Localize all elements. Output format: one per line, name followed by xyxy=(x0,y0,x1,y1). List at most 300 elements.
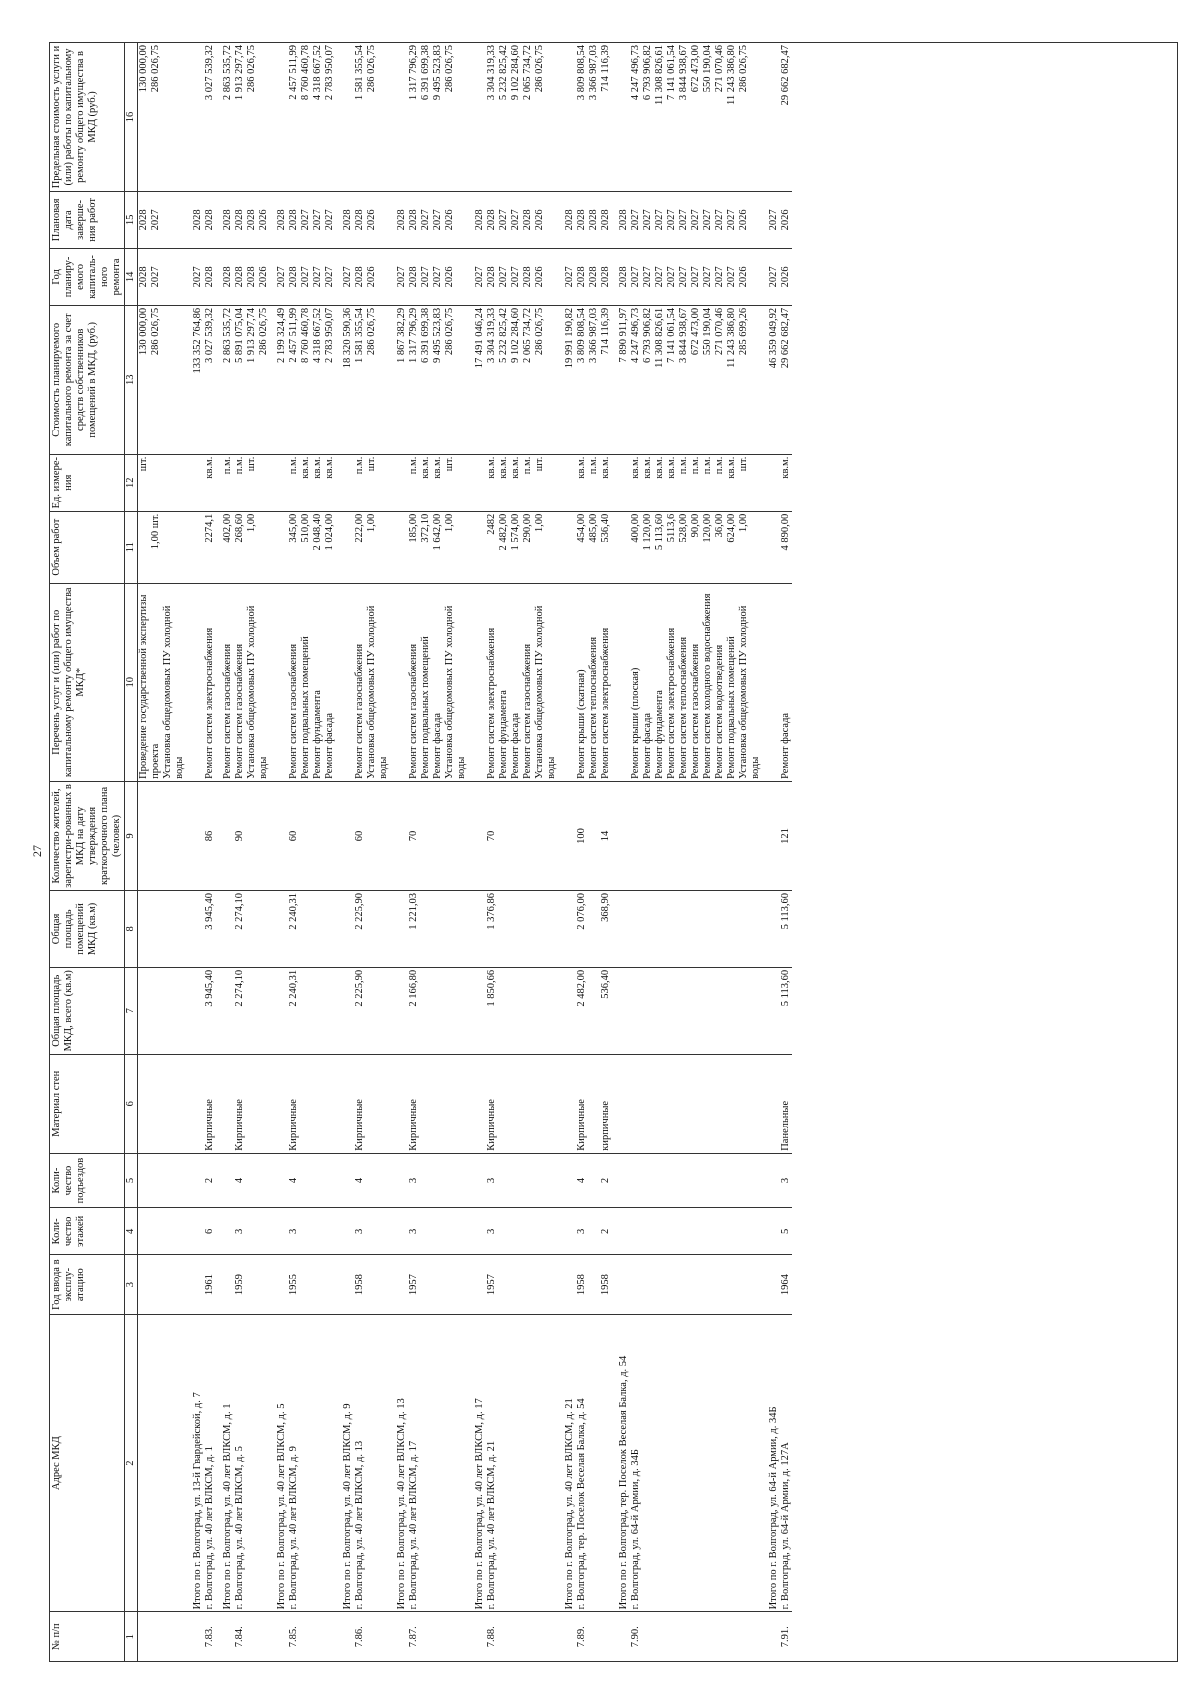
cell-line: Установка общедомовых ПУ холодной воды xyxy=(162,605,185,779)
cell: 536,40 xyxy=(600,967,612,1054)
col-number-9: 9 xyxy=(125,781,138,890)
cell-line: Ремонт систем газоснабжения xyxy=(690,643,701,779)
cell-line: Ремонт систем электроснабжения xyxy=(666,627,677,779)
cell-line: 2028 xyxy=(246,209,257,231)
table-row xyxy=(630,43,690,1662)
cell-line: Ремонт крыши (плоская) xyxy=(630,667,641,779)
cell xyxy=(390,511,408,583)
cell-line: п.м. xyxy=(588,456,599,475)
header-col-10: Перечень услуг и (или) работ по капитальному ремонту общего имущества МКД* xyxy=(50,583,125,781)
cell: 19 991 190,82 xyxy=(558,305,576,454)
table-row xyxy=(234,43,270,1662)
cell-line: 2028 xyxy=(486,209,497,231)
cell xyxy=(762,1208,780,1255)
col-number-13: 13 xyxy=(125,305,138,454)
cell-list xyxy=(600,305,612,454)
cell xyxy=(432,967,468,1054)
cell xyxy=(336,1612,354,1662)
cell-list xyxy=(738,305,762,454)
cell-list xyxy=(600,191,612,248)
cell: 2027 xyxy=(558,248,576,305)
col-number-3: 3 xyxy=(125,1255,138,1315)
cell xyxy=(738,1612,762,1662)
cell xyxy=(468,967,486,1054)
cell: 7.85. xyxy=(288,1612,312,1662)
cell: 2028 xyxy=(468,191,486,248)
cell-line: 2027 xyxy=(690,209,701,231)
cell xyxy=(390,1054,408,1153)
header-col-8: Общая площадь помещений МКД (кв.м) xyxy=(50,891,125,968)
cell xyxy=(468,1054,486,1153)
header-col-4: Коли-чество этажей xyxy=(50,1208,125,1255)
cell xyxy=(630,967,690,1054)
cell xyxy=(468,891,486,968)
cell xyxy=(690,1208,738,1255)
cell-line: п.м. xyxy=(408,456,419,475)
cell-line: 1,00 xyxy=(246,513,257,533)
cell-line: 2028 xyxy=(246,266,257,288)
cell-line: 4 247 496,73 xyxy=(630,45,641,101)
total-row xyxy=(186,43,204,1662)
cell xyxy=(558,967,576,1054)
cell xyxy=(336,1153,354,1208)
cell: 2 274,10 xyxy=(234,967,270,1054)
header-col-6: Материал стен xyxy=(50,1054,125,1153)
cell: 1958 xyxy=(576,1255,600,1315)
cell xyxy=(762,454,780,511)
cell-list xyxy=(234,305,270,454)
cell: Итого по г. Волгоград, ул. 13-й Гвардейской, д. 7 xyxy=(186,1314,204,1612)
cell-line: 4 318 667,52 xyxy=(312,45,323,101)
cell xyxy=(138,1314,187,1612)
cell: 4 xyxy=(354,1153,390,1208)
cell: 3 xyxy=(486,1208,558,1255)
cell-list xyxy=(138,454,187,511)
cell-line: 2 065 734,72 xyxy=(522,307,533,364)
cell-line: 3 304 319,33 xyxy=(486,45,497,101)
cell: 2027 xyxy=(390,248,408,305)
cell-list xyxy=(690,511,738,583)
cell: Кирпичные xyxy=(486,1054,558,1153)
cell xyxy=(270,1153,288,1208)
cell-line: Ремонт фундамента xyxy=(498,690,509,779)
cell-line: шт. xyxy=(534,456,545,472)
cell-line: 2028 xyxy=(588,266,599,288)
cell-line: Ремонт систем электроснабжения xyxy=(486,627,497,779)
cell-line: 2028 xyxy=(600,266,611,288)
cell xyxy=(312,781,336,890)
cell-line: п.м. xyxy=(354,456,365,475)
cell: Ремонт систем газоснабжения xyxy=(216,583,234,781)
cell xyxy=(738,1054,762,1153)
cell-line: 1 581 355,54 xyxy=(354,307,365,364)
cell xyxy=(558,1153,576,1208)
cell-line: Ремонт фасада xyxy=(510,712,521,779)
cell-list xyxy=(288,583,312,781)
cell xyxy=(186,1255,204,1315)
cell-list xyxy=(204,305,216,454)
cell-line: 1 120,00 xyxy=(642,513,653,551)
cell: 3 xyxy=(408,1153,432,1208)
cell-line: 1,00 xyxy=(534,513,545,533)
cell-line: 2028 xyxy=(408,266,419,288)
cell: 3 xyxy=(408,1208,432,1255)
cell xyxy=(468,583,486,781)
cell-line: 3 027 539,32 xyxy=(204,45,215,101)
cell xyxy=(216,781,234,890)
cell xyxy=(432,1314,468,1612)
cell: Итого по г. Волгоград, тер. Поселок Веселая Балка, д. 54 xyxy=(612,1314,630,1612)
cell xyxy=(558,43,576,192)
cell xyxy=(270,583,288,781)
col-number-2: 2 xyxy=(125,1314,138,1612)
cell-line: 1 642,00 xyxy=(432,513,443,551)
cell-list xyxy=(312,511,336,583)
cell: Итого по г. Волгоград, ул. 40 лет ВЛКСМ, д. 9 xyxy=(336,1314,354,1612)
cell-list xyxy=(576,248,600,305)
cell-line: 2 783 950,07 xyxy=(324,45,335,101)
cell xyxy=(390,43,408,192)
cell xyxy=(432,1054,468,1153)
cell xyxy=(468,511,486,583)
cell-list xyxy=(138,43,187,192)
cell-line: 372,10 xyxy=(420,513,431,543)
cell xyxy=(216,1612,234,1662)
cell xyxy=(270,1054,288,1153)
cell xyxy=(216,1054,234,1153)
cell xyxy=(216,1255,234,1315)
cell-line: 9 495 523,83 xyxy=(432,45,443,101)
cell-line: 624,00 xyxy=(726,513,737,543)
cell-line: 485,00 xyxy=(588,513,599,543)
cell-line: 2027 xyxy=(630,209,641,231)
cell-list xyxy=(234,454,270,511)
cell-list xyxy=(486,248,558,305)
cell-list xyxy=(354,454,390,511)
cell-list xyxy=(630,305,690,454)
cell xyxy=(762,1255,780,1315)
header-col-3: Год ввода в эксплу-атацию xyxy=(50,1255,125,1315)
cell-line: Установка общедомовых ПУ холодной воды xyxy=(246,605,269,779)
cell-line: 2028 xyxy=(354,209,365,231)
cell-line: 2027 xyxy=(690,266,701,288)
cell: 17 491 046,24 xyxy=(468,305,486,454)
cell: 1958 xyxy=(600,1255,612,1315)
cell-line: 2028 xyxy=(288,266,299,288)
cell-line: 3 844 938,67 xyxy=(678,45,689,101)
cell-line: шт. xyxy=(246,456,257,472)
cell xyxy=(612,1255,630,1315)
cell-line: 2027 xyxy=(654,209,665,231)
cell-list xyxy=(780,511,792,583)
cell: Кирпичные xyxy=(354,1054,390,1153)
cell-line: 5 232 825,42 xyxy=(498,307,509,364)
cell-list xyxy=(204,511,216,583)
cell-line: 400,00 xyxy=(630,513,641,543)
cell-line: Установка общедомовых ПУ холодной воды xyxy=(444,605,467,779)
cell-line: 8 760 460,78 xyxy=(300,307,311,364)
cell-line: 2027 xyxy=(642,209,653,231)
cell xyxy=(312,891,336,968)
cell-line: 536,40 xyxy=(600,513,611,543)
cell: 2 xyxy=(204,1153,216,1208)
cell xyxy=(390,1153,408,1208)
cell: 2 274,10 xyxy=(234,891,270,968)
cell xyxy=(468,43,486,192)
cell: 100 xyxy=(576,781,600,890)
cell-line: 1 574,00 xyxy=(510,513,521,551)
cell-line: Ремонт систем теплоснабжения xyxy=(588,636,599,779)
cell-line: Ремонт подвальных помещений xyxy=(726,636,737,779)
cell-line: кв.м. xyxy=(420,456,431,479)
cell xyxy=(270,511,288,583)
cell-line: 1,00 xyxy=(366,513,377,533)
cell: 70 xyxy=(408,781,432,890)
cell-line: 7 141 061,54 xyxy=(666,307,677,364)
cell-line: 3 844 938,67 xyxy=(678,307,689,364)
cell: 2028 xyxy=(216,248,234,305)
cell-line: кв.м. xyxy=(324,456,335,479)
cell-list xyxy=(408,191,432,248)
cell-line: п.м. xyxy=(714,456,725,475)
cell: Кирпичные xyxy=(576,1054,600,1153)
cell xyxy=(558,1612,576,1662)
cell: г. Волгоград, ул. 40 лет ВЛКСМ, д. 21 xyxy=(486,1314,558,1612)
cell xyxy=(216,1153,234,1208)
cell xyxy=(312,1255,336,1315)
col-number-15: 15 xyxy=(125,191,138,248)
cell: 2028 xyxy=(336,191,354,248)
table-row xyxy=(600,43,612,1662)
cell: 2027 xyxy=(186,248,204,305)
cell-line: 90,00 xyxy=(690,513,701,538)
cell: 2027 xyxy=(762,248,780,305)
cell-line: Ремонт фасада xyxy=(780,712,791,779)
cell-line: п.м. xyxy=(678,456,689,475)
cell-line: Ремонт фасада xyxy=(642,712,653,779)
cell: 2 199 324,49 xyxy=(270,305,288,454)
cell-line: кв.м. xyxy=(204,456,215,479)
cell: 5 113,60 xyxy=(780,891,792,968)
cell: 1 376,86 xyxy=(486,891,558,968)
cell xyxy=(270,454,288,511)
header-col-2: Адрес МКД xyxy=(50,1314,125,1612)
cell-list xyxy=(600,248,612,305)
cell: 3 945,40 xyxy=(204,891,216,968)
cell: 1957 xyxy=(486,1255,558,1315)
col-number-7: 7 xyxy=(125,967,138,1054)
cell-list xyxy=(204,583,216,781)
cell-list xyxy=(738,191,762,248)
cell-list xyxy=(408,511,432,583)
cell: 86 xyxy=(204,781,216,890)
cell-line: 1 913 297,74 xyxy=(246,307,257,364)
cell xyxy=(432,1153,468,1208)
cell-list xyxy=(630,511,690,583)
cell: 7.91. xyxy=(780,1612,792,1662)
cell-list xyxy=(234,248,270,305)
cell-line: 5 891 075,04 xyxy=(234,307,245,364)
table-row xyxy=(690,43,738,1662)
cell: 2027 xyxy=(270,248,288,305)
cell-list xyxy=(576,511,600,583)
cell xyxy=(186,1612,204,1662)
cell: 2027 xyxy=(336,248,354,305)
cell-list xyxy=(312,43,336,192)
cell-list xyxy=(288,43,312,192)
cell xyxy=(558,891,576,968)
cell: 46 359 049,92 xyxy=(762,305,780,454)
cell-line: 5 113,60 xyxy=(654,513,665,551)
cell-list xyxy=(576,43,600,192)
cell: 2027 xyxy=(762,191,780,248)
rotated-table-area xyxy=(30,42,1178,1662)
cell xyxy=(336,967,354,1054)
cell-line: 2027 xyxy=(420,209,431,231)
cell-line: кв.м. xyxy=(498,456,509,479)
cell xyxy=(390,967,408,1054)
header-col-16: Предельная стоимость услуги и (или) работы по капитальному ремонту общего имущества в МКД (руб.) xyxy=(50,43,125,192)
cell-line: 2027 xyxy=(510,266,521,288)
cell-list xyxy=(354,191,390,248)
cell-line: 286 026,75 xyxy=(534,307,545,356)
cell xyxy=(630,891,690,968)
cell xyxy=(630,1208,690,1255)
cell-line: 2028 xyxy=(288,209,299,231)
cell-line: 550 190,04 xyxy=(702,45,713,93)
cell-line: 2027 xyxy=(726,209,737,231)
total-row xyxy=(468,43,486,1662)
cell-line: 286 026,75 xyxy=(366,45,377,93)
col-number-11: 11 xyxy=(125,511,138,583)
cell-list xyxy=(780,583,792,781)
table-body xyxy=(138,43,793,1662)
cell-list xyxy=(234,511,270,583)
cell-list xyxy=(312,191,336,248)
cell-line: 29 662 682,47 xyxy=(780,45,791,106)
cell-line: 4 318 667,52 xyxy=(312,307,323,364)
cell-line: 3 366 987,03 xyxy=(588,307,599,364)
cell-line: кв.м. xyxy=(576,456,587,479)
cell-line: кв.м. xyxy=(666,456,677,479)
cell-line: 1 024,00 xyxy=(324,513,335,551)
cell: 2028 xyxy=(558,191,576,248)
cell: Итого по г. Волгоград, ул. 40 лет ВЛКСМ, д. 21 xyxy=(558,1314,576,1612)
cell-line: 36,00 xyxy=(714,513,725,538)
cell xyxy=(600,1314,612,1612)
col-number-14: 14 xyxy=(125,248,138,305)
cell-line: 286 026,75 xyxy=(444,45,455,93)
cell-line: 130 000,00 xyxy=(138,307,149,356)
cell-line: Ремонт фасада xyxy=(432,712,443,779)
cell-line: п.м. xyxy=(234,456,245,475)
cell-line: 550 190,04 xyxy=(702,307,713,356)
cell-list xyxy=(486,511,558,583)
cell-line: 271 070,46 xyxy=(714,45,725,93)
cell-line: 2026 xyxy=(780,266,791,288)
cell: 2028 xyxy=(390,191,408,248)
cell-line: 2026 xyxy=(444,209,455,231)
cell-list xyxy=(354,511,390,583)
cell-list xyxy=(780,248,792,305)
cell xyxy=(468,1612,486,1662)
cell: 2027 xyxy=(468,248,486,305)
cell: 5 113,60 xyxy=(780,967,792,1054)
cell-line: 11 308 826,61 xyxy=(654,45,665,105)
cell-line: 2026 xyxy=(738,209,749,231)
cell-line: 2028 xyxy=(522,266,533,288)
cell xyxy=(690,891,738,968)
cell: 70 xyxy=(486,781,558,890)
cell: 1 850,66 xyxy=(486,967,558,1054)
cell-line xyxy=(138,514,150,581)
cell xyxy=(336,1054,354,1153)
cell-line: Установка общедомовых ПУ холодной воды xyxy=(366,605,389,779)
cell: 60 xyxy=(354,781,390,890)
cell: г. Волгоград, ул. 40 лет ВЛКСМ, д. 1 xyxy=(204,1314,216,1612)
cell: 2 225,90 xyxy=(354,891,390,968)
cell: 2 076,00 xyxy=(576,891,600,968)
cell xyxy=(270,891,288,968)
cell xyxy=(138,1612,187,1662)
cell-line: 2027 xyxy=(432,209,443,231)
cell-line: Ремонт систем газоснабжения xyxy=(354,643,365,779)
cell-list xyxy=(312,248,336,305)
cell-list xyxy=(288,191,312,248)
cell xyxy=(738,1208,762,1255)
cell xyxy=(558,511,576,583)
cell: Кирпичные xyxy=(204,1054,216,1153)
cell: 1955 xyxy=(288,1255,312,1315)
cell-line: 6 391 699,38 xyxy=(420,307,431,364)
cell-list xyxy=(138,191,187,248)
total-row xyxy=(390,43,408,1662)
cell-line: шт. xyxy=(138,456,149,472)
cell-line: 1,00 xyxy=(444,513,455,533)
cell-line: 528,00 xyxy=(678,513,689,543)
cell: 2028 xyxy=(612,191,630,248)
cell-line: 2026 xyxy=(738,266,749,288)
table-row xyxy=(408,43,432,1662)
page-number: 27 xyxy=(30,845,44,857)
col-number-1: 1 xyxy=(125,1612,138,1662)
cell: 1 867 382,29 xyxy=(390,305,408,454)
cell xyxy=(630,1054,690,1153)
cell xyxy=(762,967,780,1054)
cell-line: 2026 xyxy=(534,266,545,288)
cell: 1961 xyxy=(204,1255,216,1315)
cell-line: 2 065 734,72 xyxy=(522,45,533,101)
cell xyxy=(612,1054,630,1153)
cell xyxy=(312,967,336,1054)
cell-list xyxy=(288,248,312,305)
cell xyxy=(312,1208,336,1255)
cell-line: 2026 xyxy=(780,209,791,231)
cell-line: кв.м. xyxy=(432,456,443,479)
cell xyxy=(612,1208,630,1255)
cell-line: 5113,6 xyxy=(666,513,677,543)
cell-list xyxy=(690,305,738,454)
cell-line: 672 473,00 xyxy=(690,45,701,93)
cell-line: 2027 xyxy=(642,266,653,288)
cell xyxy=(432,1255,468,1315)
cell-line: 2027 xyxy=(150,266,161,288)
cell-list xyxy=(780,191,792,248)
cell xyxy=(186,1153,204,1208)
cell: 1957 xyxy=(408,1255,432,1315)
cell: 2 225,90 xyxy=(354,967,390,1054)
cell xyxy=(336,781,354,890)
